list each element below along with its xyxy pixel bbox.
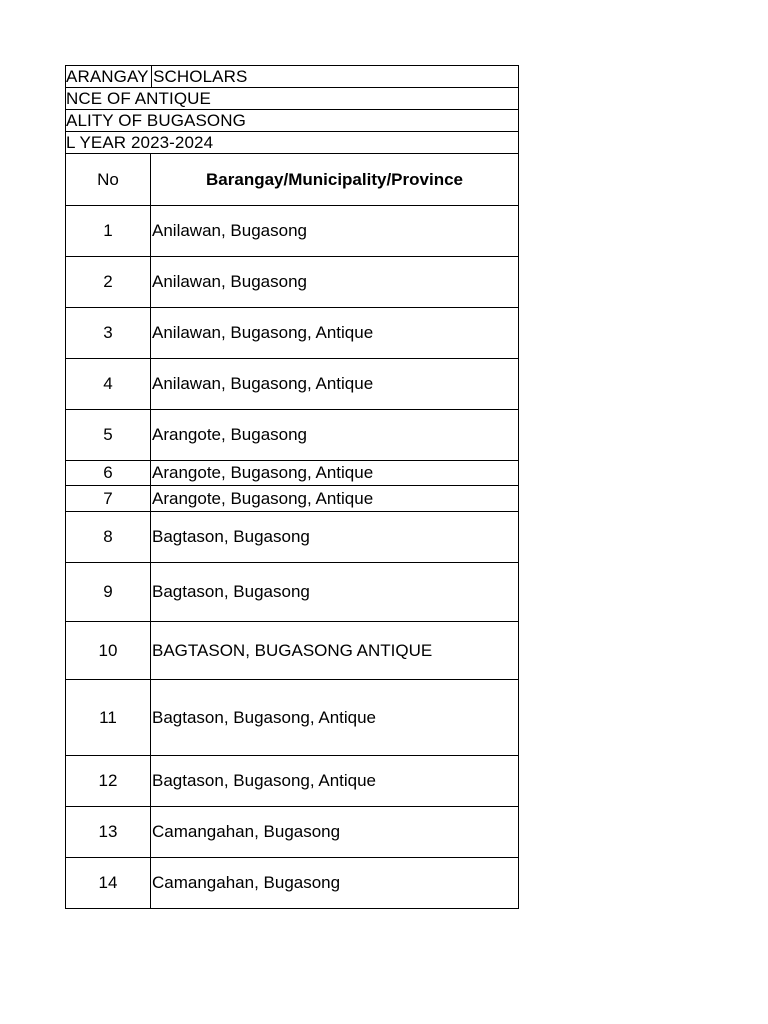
table-row [66,622,519,680]
row-address: Anilawan, Bugasong [151,206,519,257]
scholars-table [65,153,519,909]
row-number: 8 [66,512,151,563]
title-line-3-text: ALITY OF BUGASONG [66,111,246,130]
row-number: 12 [66,756,151,807]
table-row [66,680,519,756]
row-number: 10 [66,622,151,680]
title-line-1 [65,65,519,87]
row-address: Bagtason, Bugasong [151,512,519,563]
table-row [66,807,519,858]
row-number: 14 [66,858,151,909]
row-address: Arangote, Bugasong, Antique [151,486,519,512]
title-line-4-text: L YEAR 2023-2024 [66,133,214,152]
column-header-no: No [66,154,151,206]
row-address: BAGTASON, BUGASONG ANTIQUE [151,622,519,680]
spreadsheet-page [65,65,519,909]
table-row [66,308,519,359]
table-row [66,257,519,308]
table-row [66,359,519,410]
row-address: Anilawan, Bugasong, Antique [151,359,519,410]
table-row [66,756,519,807]
row-number: 9 [66,563,151,622]
title-line-4 [65,131,519,153]
row-number: 3 [66,308,151,359]
row-address: Anilawan, Bugasong, Antique [151,308,519,359]
row-number: 13 [66,807,151,858]
title-line-2 [65,87,519,109]
table-row [66,486,519,512]
row-address: Arangote, Bugasong [151,410,519,461]
title-line-1-text: ARANGAY SCHOLARS [66,67,248,86]
table-header-row [66,154,519,206]
title-line-2-text: NCE OF ANTIQUE [66,89,211,108]
row-number: 2 [66,257,151,308]
row-number: 5 [66,410,151,461]
table-row [66,512,519,563]
column-header-address: Barangay/Municipality/Province [151,154,519,206]
table-row [66,410,519,461]
row-address: Bagtason, Bugasong [151,563,519,622]
row-address: Arangote, Bugasong, Antique [151,461,519,486]
row-address: Camangahan, Bugasong [151,807,519,858]
cell-divider [151,66,152,87]
row-address: Bagtason, Bugasong, Antique [151,680,519,756]
row-number: 4 [66,359,151,410]
row-number: 7 [66,486,151,512]
row-number: 11 [66,680,151,756]
table-row [66,461,519,486]
table-row [66,206,519,257]
row-number: 6 [66,461,151,486]
row-number: 1 [66,206,151,257]
row-address: Bagtason, Bugasong, Antique [151,756,519,807]
table-row [66,858,519,909]
table-row [66,563,519,622]
row-address: Anilawan, Bugasong [151,257,519,308]
title-line-3 [65,109,519,131]
row-address: Camangahan, Bugasong [151,858,519,909]
